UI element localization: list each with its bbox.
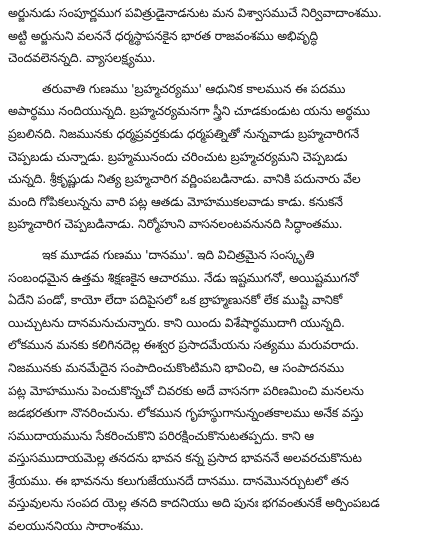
text-line: ఏదేని పండో, కాయో లేదా పదిపైసలో ఒక బ్రాహ్మణునకో లేక ముష్టి వానికో (8, 292, 343, 308)
text-line: ఇక మూడవ గుణము 'దానము'. ఇది విచిత్రమైన సంస్కృతి (42, 246, 315, 262)
text-line: చెందవలెనన్నది. వ్యాసలక్ష్యము. (8, 50, 156, 66)
text-line: పట్ల మోహమును పెంచుకొన్నచో చివరకు అదే వాసనగా పరిణమించి మనలను (8, 382, 364, 398)
text-line: వలయుననియు సారాంశము. (8, 518, 144, 534)
text-line: వస్తువులను సంపద యెల్ల తనది కాదనియు అది పునః భగవంతునకే అర్పింపబడ (8, 495, 380, 511)
paragraph-daanam (8, 244, 423, 538)
text-line: సంబంధమైన ఉత్తమ శిక్షణకైన ఆచారము. నేడు ఇష్టముగనో, అయిష్టముగనో (8, 269, 359, 285)
text-line: చెప్పబడు చున్నాడు. బ్రహ్మమునందు చరించుట బ్రహ్మచర్యమని చెప్పబడు (8, 148, 348, 164)
text-line: లోకమున మనకు కలిగినదెల్ల ఈశ్వర ప్రసాదమేయను సత్యము మరువరాదు. (8, 337, 359, 353)
paragraph-brahmacharya (8, 78, 423, 236)
text-line: బ్రహ్మచారిగ చెప్పబడినాడు. నిర్మోహుని వాసనలంటవనునది సిద్ధాంతము. (8, 216, 343, 232)
text-line: మంది గోపికలున్నను వారి పట్ల ఆతడు మోహముకలవాడు కాడు. కనుకనే (8, 193, 343, 209)
text-line: అట్టి అర్జునుని వలననే ధర్మస్థాపనకైన భారత రాజవంశము అభివృద్ధి (8, 27, 318, 43)
text-line: ప్రబలినది. నిజమునకు ధర్మప్రవర్తకుడు ధర్మపత్నితో నున్నవాడు బ్రహ్మచారిగనే (8, 125, 359, 141)
text-line: సముదాయమును సేకరించుకొని పరిరక్షించుకొనుటతప్పదు. కాని ఆ (8, 427, 314, 443)
text-line: యిచ్చుటను దానమనుచున్నారు. కాని యిందు విశేషార్థముదాగి యున్నది. (8, 314, 345, 330)
text-line: నిజమునకు మనమేదైన సంపాదించుకొంటిమని భావించి, ఆ సంపాదనము (8, 359, 344, 375)
paragraph-arjuna (8, 2, 423, 70)
text-line: చున్నది. శ్రీకృష్ణుడు నిత్య బ్రహ్మచారిగ వర్ణింపబడినాడు. వానికి పదునారు వేల (8, 171, 361, 187)
text-line: అర్జునుడు సంపూర్ణముగ పవిత్రుడైనాడనుట మన విశ్వాసముచే నిర్వివాదాంశము. (8, 5, 382, 20)
text-line: జడభరతుగా నొనరించును. లోకమున గృహస్థుగానున్నంతకాలము అనేక వస్తు (8, 405, 364, 421)
text-line: తరువాతి గుణము 'బ్రహ్మచర్యము' ఆధునిక కాలమున ఈ పదము (42, 80, 346, 96)
text-line: వస్తుసముదాయమెల్ల తనదను భావన కన్న ప్రసాద భావననే అలవరచుకొనుట (8, 450, 362, 466)
text-line: శ్రేయము. ఈ భావనను కలుగుజేయునదే దానము. దానమొనర్చుటలో తన (8, 472, 349, 488)
text-line: అపార్థము నందియున్నది. బ్రహ్మచర్యమనగా స్త్రీని చూడకుండుట యను అర్థము (8, 103, 370, 119)
